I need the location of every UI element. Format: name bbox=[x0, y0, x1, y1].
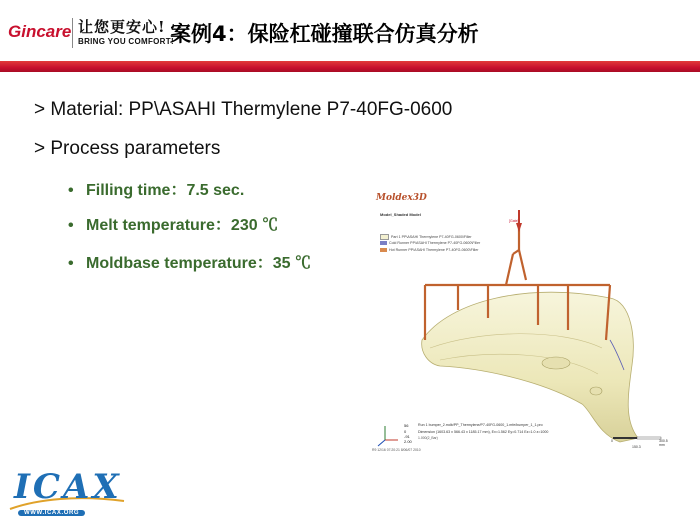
fog-light-hole bbox=[542, 357, 570, 369]
simulation-footer-note: R9 12/16 07:20:21 8/06/07 2010 bbox=[372, 448, 421, 452]
axis-number: 2.00 bbox=[404, 439, 412, 444]
moldex3d-simulation-image bbox=[370, 190, 670, 460]
legend-hot-runner: Hot Runner PP\ASAHI Thermylene P7-40FG-0600\Filler bbox=[380, 248, 478, 252]
gate-arrow bbox=[516, 223, 522, 232]
icax-logo-text: ICAX bbox=[14, 467, 122, 507]
slide-title: 案例4：保险杠碰撞联合仿真分析 bbox=[170, 22, 479, 46]
material-line: > Material: PP\ASAHI Thermylene P7-40FG-0600 bbox=[34, 99, 453, 120]
tagline-chinese: 让您更安心! bbox=[78, 18, 166, 36]
legend-cold-runner: Cold Runner PP\ASAHI Thermylene P7-40FG-0600\Filler bbox=[380, 241, 480, 245]
bullet-dot: • bbox=[68, 217, 74, 234]
gincare-logo: Gincare bbox=[8, 22, 72, 41]
bumper-body bbox=[422, 292, 638, 442]
axis-number: 56 bbox=[404, 423, 409, 428]
axis-triad bbox=[378, 426, 398, 446]
process-parameters-line: > Process parameters bbox=[34, 138, 221, 159]
gate-label: [Gate] bbox=[509, 219, 519, 223]
scale-label: 150.3 bbox=[632, 445, 641, 449]
run-info: Run 1 bumper_2.mdb/PP_Thermylene/P7-40FG-0600_1.mfe/bumper_1_1.pro bbox=[418, 423, 543, 427]
axis-number: 0 bbox=[404, 429, 407, 434]
bullet-dot: • bbox=[68, 182, 74, 199]
scale-label: 300.5 mm bbox=[659, 439, 668, 447]
bullet-melt-temperature: • Melt temperature：230 ℃ bbox=[68, 217, 279, 234]
axis-number: -91 bbox=[404, 434, 410, 439]
scale-bar bbox=[613, 437, 637, 439]
bullet-dot: • bbox=[68, 255, 74, 272]
moldex3d-brand: Moldex3D bbox=[376, 193, 427, 203]
header-red-bar bbox=[0, 61, 700, 72]
bumper-model-render bbox=[370, 190, 670, 460]
sensor-hole bbox=[590, 387, 602, 395]
header bbox=[0, 0, 700, 62]
icax-url: WWW.ICAX.ORG bbox=[18, 510, 85, 516]
scale-label: 0 bbox=[611, 439, 613, 443]
bullet-filling-time: • Filling time：7.5 sec. bbox=[68, 182, 245, 199]
tagline-english: BRING YOU COMFORT! bbox=[78, 37, 174, 46]
dimension-info: Dimension (1603.63 x 566.43 x 1185.17 mm), Ex=1.562 Ey=0.714 Ez=1.0 z=1000 bbox=[418, 430, 549, 434]
unit-note: 1.000(2_Bar) bbox=[418, 436, 438, 440]
logo-divider bbox=[72, 18, 73, 48]
model-title: Model_Shaded Model bbox=[380, 212, 421, 217]
bullet-moldbase-temperature: • Moldbase temperature：35 ℃ bbox=[68, 255, 311, 272]
legend-part: Part 1 PP\ASAHI Thermylene P7-40FG-0600\Filler bbox=[380, 234, 472, 240]
